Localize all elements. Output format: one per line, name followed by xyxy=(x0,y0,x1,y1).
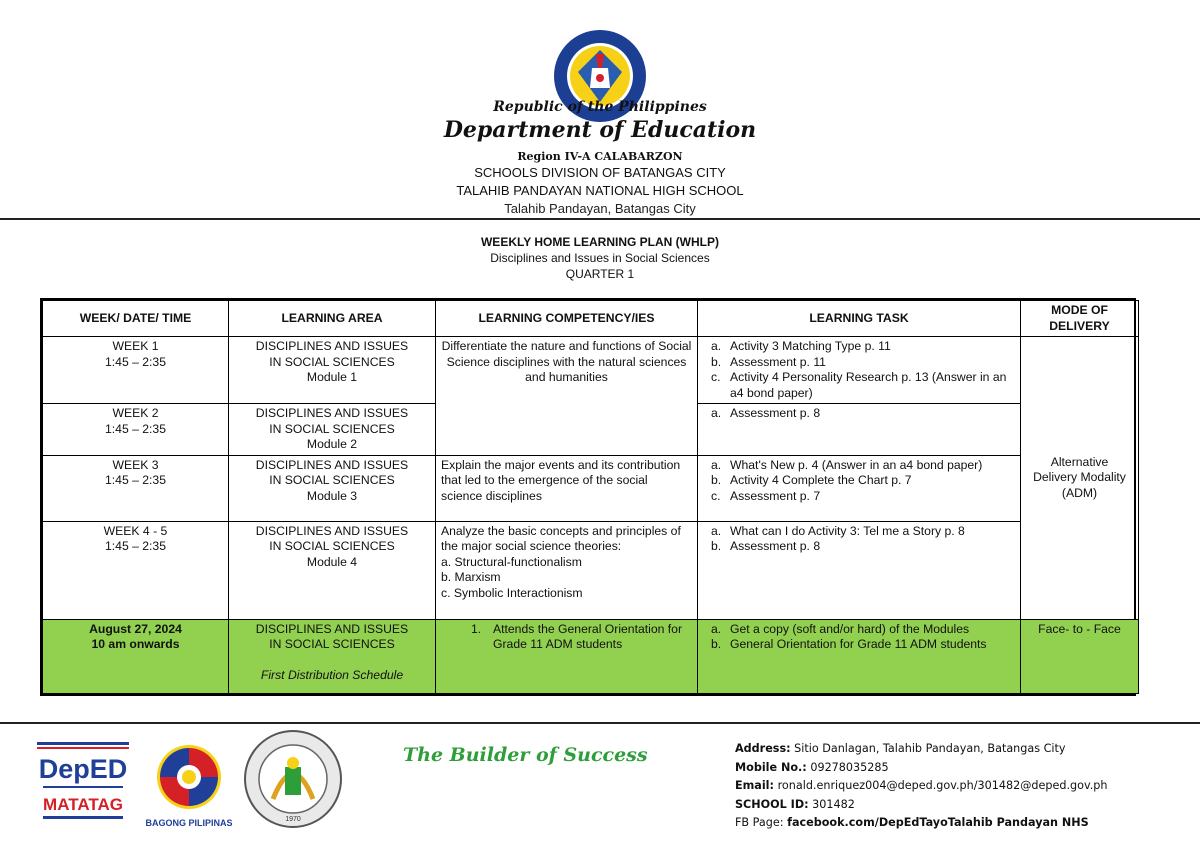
task-text: Assessment p. 8 xyxy=(730,406,821,420)
task-item xyxy=(703,355,1015,371)
area-line: IN SOCIAL SCIENCES xyxy=(269,354,395,369)
week-time: 1:45 – 2:35 xyxy=(105,354,166,369)
task-item xyxy=(703,539,1015,555)
task-marker: a. xyxy=(711,406,722,420)
task-item xyxy=(703,637,1015,653)
header-week: WEEK/ DATE/ TIME xyxy=(43,301,229,337)
task-text: Assessment p. 11 xyxy=(730,354,826,369)
task-marker: c. xyxy=(711,488,721,503)
email-value[interactable]: ronald.enriquez004@deped.gov.ph/301482@deped.gov.ph xyxy=(777,779,1108,792)
date-cell xyxy=(43,619,229,694)
area-line: IN SOCIAL SCIENCES xyxy=(269,473,395,487)
task-marker: a. xyxy=(711,621,722,636)
module-label: Module 1 xyxy=(306,370,358,384)
task-marker: b. xyxy=(711,539,722,553)
task-cell xyxy=(698,619,1021,694)
table-row xyxy=(43,455,1139,521)
task-item xyxy=(703,406,1015,422)
competency-cell xyxy=(436,619,698,694)
orientation-time: 10 am onwards xyxy=(91,637,180,651)
competency-theory: b. Marxism xyxy=(441,570,501,584)
module-label: Module 2 xyxy=(306,437,358,451)
task-cell xyxy=(698,521,1021,619)
task-text: Get a copy (soft and/or hard) of the Modules xyxy=(730,621,970,636)
task-item xyxy=(703,473,1015,489)
schoolid-label: SCHOOL ID: xyxy=(735,797,809,811)
deped-matatag-logo xyxy=(37,742,129,828)
area-line: DISCIPLINES AND ISSUES xyxy=(255,457,409,472)
plan-title: WEEKLY HOME LEARNING PLAN (WHLP) xyxy=(480,235,719,249)
week-cell xyxy=(43,404,229,456)
footer-divider xyxy=(0,722,1200,724)
mode-face-to-face: Face- to - Face xyxy=(1038,621,1121,636)
task-item xyxy=(703,339,1015,355)
week-cell xyxy=(43,521,229,619)
plan-subject: Disciplines and Issues in Social Sciences xyxy=(490,251,710,265)
plan-quarter: QUARTER 1 xyxy=(565,267,635,281)
competency-cell xyxy=(436,521,698,619)
mode-cell xyxy=(1021,337,1139,620)
competency-text: Attends the General Orientation for Grade 11 ADM students xyxy=(493,621,683,651)
task-text: Activity 3 Matching Type p. 11 xyxy=(730,339,891,353)
contact-email xyxy=(735,777,1107,796)
contact-schoolid xyxy=(735,796,1107,815)
seal-year: 1970 xyxy=(285,816,301,823)
table-row xyxy=(43,337,1139,404)
header-divider xyxy=(0,218,1200,220)
competency-cell xyxy=(436,337,698,456)
mobile-value: 09278035285 xyxy=(810,760,889,774)
header-competency: LEARNING COMPETENCY/IES xyxy=(436,301,698,337)
task-marker: b. xyxy=(711,473,722,487)
task-item xyxy=(703,458,1015,474)
table-header-row xyxy=(43,301,1139,337)
bagong-pilipinas-label: BAGONG PILIPINAS xyxy=(145,818,233,828)
task-text: Assessment p. 7 xyxy=(730,488,821,503)
header-area: LEARNING AREA xyxy=(229,301,436,337)
task-cell xyxy=(698,455,1021,521)
task-item xyxy=(703,524,1015,540)
competency-cell xyxy=(436,455,698,521)
area-line: IN SOCIAL SCIENCES xyxy=(269,539,395,553)
task-text: General Orientation for Grade 11 ADM students xyxy=(730,637,987,651)
deped-wordmark: DepED xyxy=(38,754,128,784)
area-cell xyxy=(229,455,436,521)
week-label: WEEK 2 xyxy=(112,406,159,420)
orientation-date: August 27, 2024 xyxy=(89,621,182,636)
whlp-table xyxy=(40,298,1136,696)
task-item xyxy=(703,489,1015,505)
area-line: DISCIPLINES AND ISSUES xyxy=(255,406,409,420)
task-text: Assessment p. 8 xyxy=(730,539,821,553)
task-cell xyxy=(698,404,1021,456)
address-label: Address: xyxy=(735,742,791,755)
task-marker: a. xyxy=(711,339,722,353)
week-cell xyxy=(43,455,229,521)
area-cell xyxy=(229,619,436,694)
area-line: IN SOCIAL SCIENCES xyxy=(269,421,395,436)
task-text: Activity 4 Personality Research p. 13 (Answer in an a4 bond paper) xyxy=(730,370,1007,400)
week-time: 1:45 – 2:35 xyxy=(105,473,166,487)
school-heading: TALAHIB PANDAYAN NATIONAL HIGH SCHOOL xyxy=(456,183,744,198)
address-value: Sitio Danlagan, Talahib Pandayan, Batangas City xyxy=(794,742,1066,755)
contact-mobile xyxy=(735,759,1107,778)
area-cell xyxy=(229,521,436,619)
area-cell xyxy=(229,404,436,456)
fb-label: FB Page: xyxy=(735,816,784,829)
week-label: WEEK 1 xyxy=(112,339,159,353)
competency-text: Analyze the basic concepts and principles of the major social science theories: xyxy=(441,523,681,553)
area-line: DISCIPLINES AND ISSUES xyxy=(255,621,409,636)
email-label: Email: xyxy=(735,779,774,792)
division-heading: SCHOOLS DIVISION OF BATANGAS CITY xyxy=(474,165,726,180)
week-cell xyxy=(43,337,229,404)
competency-text: Differentiate the nature and functions of Social Science disciplines with the natural sciences and humanities xyxy=(441,339,692,384)
mode-cell xyxy=(1021,619,1139,694)
competency-text: Explain the major events and its contribution that led to the emergence of the social science disciplines xyxy=(441,457,681,503)
area-line: DISCIPLINES AND ISSUES xyxy=(255,339,409,353)
task-text: What's New p. 4 (Answer in an a4 bond paper) xyxy=(730,457,983,472)
mobile-label: Mobile No.: xyxy=(735,760,807,774)
task-marker: a. xyxy=(711,523,722,538)
header-mode: MODE OF DELIVERY xyxy=(1021,301,1139,337)
task-item xyxy=(703,622,1015,638)
contact-address xyxy=(735,740,1107,759)
area-line: IN SOCIAL SCIENCES xyxy=(269,637,395,651)
week-label: WEEK 3 xyxy=(112,457,159,472)
competency-theory: c. Symbolic Interactionism xyxy=(441,585,583,600)
task-marker: a. xyxy=(711,457,722,472)
task-cell xyxy=(698,337,1021,404)
competency-item xyxy=(441,622,692,653)
week-label: WEEK 4 - 5 xyxy=(103,523,168,538)
task-marker: b. xyxy=(711,637,722,651)
bagong-pilipinas-logo xyxy=(143,744,235,830)
republic-heading: Republic of the Philippines xyxy=(493,99,707,115)
orientation-row xyxy=(43,619,1139,694)
area-cell xyxy=(229,337,436,404)
task-text: Activity 4 Complete the Chart p. 7 xyxy=(730,473,912,487)
module-label: Module 3 xyxy=(306,488,358,503)
module-label: Module 4 xyxy=(306,554,358,569)
fb-value[interactable]: facebook.com/DepEdTayoTalahib Pandayan NHS xyxy=(787,816,1089,829)
table-row xyxy=(43,521,1139,619)
competency-marker: 1. xyxy=(471,621,482,636)
distribution-schedule: First Distribution Schedule xyxy=(260,667,404,682)
week-time: 1:45 – 2:35 xyxy=(105,421,166,436)
school-address: Talahib Pandayan, Batangas City xyxy=(504,201,696,216)
department-heading: Department of Education xyxy=(443,117,757,143)
mode-adm-text: Alternative Delivery Modality (ADM) xyxy=(1033,454,1126,500)
region-heading: Region IV-A CALABARZON xyxy=(517,150,683,163)
contact-fb xyxy=(735,814,1107,833)
matatag-wordmark: MATATAG xyxy=(43,795,123,814)
competency-theory: a. Structural-functionalism xyxy=(441,554,582,569)
task-marker: b. xyxy=(711,354,722,369)
header-task: LEARNING TASK xyxy=(698,301,1021,337)
school-seal xyxy=(243,729,343,829)
week-time: 1:45 – 2:35 xyxy=(105,539,166,553)
task-text: What can I do Activity 3: Tel me a Story p. 8 xyxy=(730,523,965,538)
school-tagline: The Builder of Success xyxy=(403,744,648,766)
area-line: DISCIPLINES AND ISSUES xyxy=(255,523,409,538)
task-item xyxy=(703,370,1015,401)
task-marker: c. xyxy=(711,370,721,384)
contact-block xyxy=(735,740,1107,833)
schoolid-value: 301482 xyxy=(812,797,855,811)
